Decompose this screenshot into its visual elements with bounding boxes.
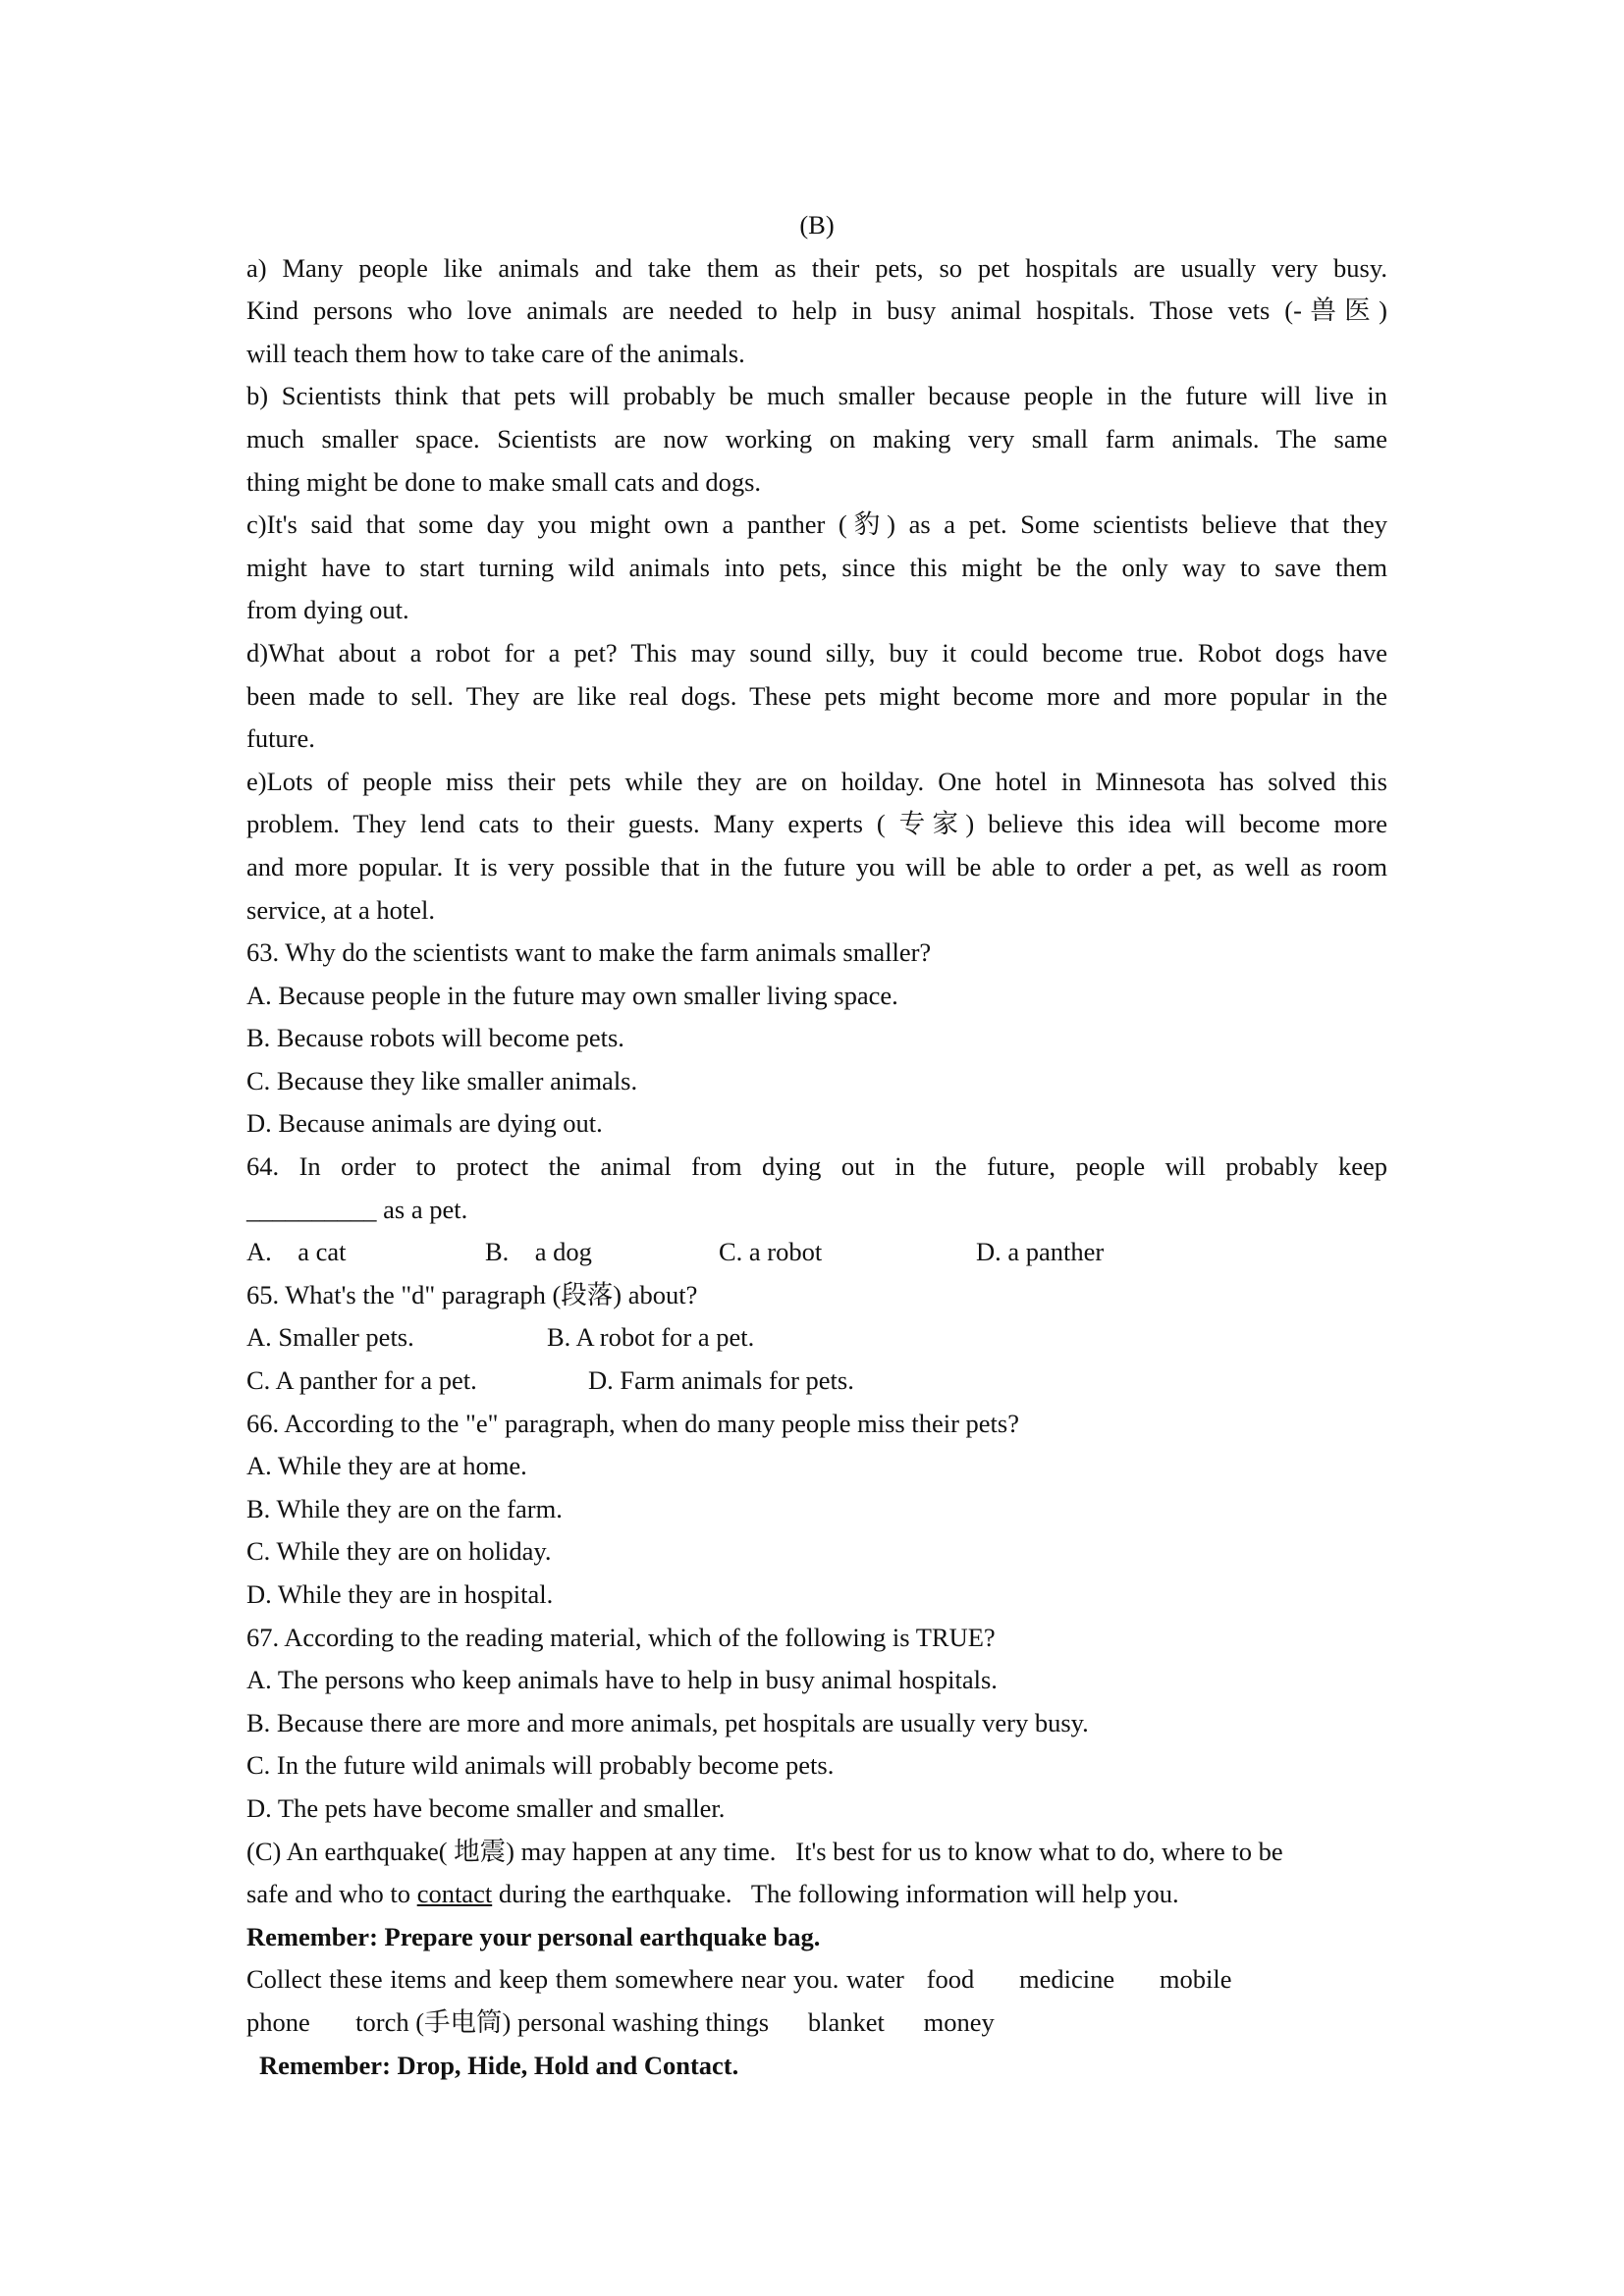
question-67-option-d: D. The pets have become smaller and smaller.: [246, 1792, 726, 1823]
para-e-line: service, at a hotel.: [246, 894, 436, 925]
question-67-option-b: B. Because there are more and more animals, pet hospitals are usually very busy.: [246, 1707, 1089, 1737]
question-66-option-a: A. While they are at home.: [246, 1451, 527, 1481]
section-b-title: (B): [799, 210, 835, 240]
question-65-option-b: B. A robot for a pet.: [547, 1322, 755, 1353]
question-65-stem: 65. What's the "d" paragraph (段落) about?: [246, 1279, 698, 1309]
para-d-line: future.: [246, 723, 315, 754]
collect-items-line: phone torch (手电筒) personal washing things blanket money: [246, 2006, 995, 2037]
question-67-stem: 67. According to the reading material, which of the following is TRUE?: [246, 1622, 996, 1652]
question-65-options-ab: [246, 1316, 1387, 1360]
question-64-option-b: B. a dog: [485, 1237, 592, 1267]
question-66-option-c: C. While they are on holiday.: [246, 1536, 552, 1567]
para-d-line: d)What about a robot for a pet? This may sound silly, buy it could become true. Robot dogs have: [246, 637, 1387, 667]
question-63-stem: 63. Why do the scientists want to make the farm animals smaller?: [246, 937, 932, 968]
question-64-option-d: D. a panther: [976, 1237, 1105, 1267]
para-e-line: and more popular. It is very possible that in the future you will be able to order a pet, as well as room: [246, 851, 1387, 881]
question-64-option-c: C. a robot: [719, 1237, 823, 1267]
question-64-option-a: A. a cat: [246, 1237, 347, 1267]
intro-text: during the earthquake. The following information will help you.: [492, 1879, 1179, 1909]
remember-bag-heading: Remember: Prepare your personal earthquake bag.: [246, 1921, 821, 1951]
question-66-option-b: B. While they are on the farm.: [246, 1493, 563, 1523]
intro-text: safe and who to: [246, 1879, 417, 1909]
question-67-option-a: A. The persons who keep animals have to help in busy animal hospitals.: [246, 1665, 998, 1695]
question-67-option-c: C. In the future wild animals will probably become pets.: [246, 1750, 835, 1781]
question-64-options: [246, 1231, 1387, 1274]
question-65-options-cd: [246, 1360, 1387, 1403]
section-c-intro: (C) An earthquake( 地震) may happen at any time. It's best for us to know what to do, where to be: [246, 1836, 1283, 1866]
question-63-option-c: C. Because they like smaller animals.: [246, 1065, 638, 1095]
para-a-line: Kind persons who love animals are needed to help in busy animal hospitals. Those vets (-兽医): [246, 295, 1387, 326]
para-e-line: problem. They lend cats to their guests. Many experts ( 专家) believe this idea will become more: [246, 809, 1387, 839]
question-65-option-c: C. A panther for a pet.: [246, 1365, 477, 1396]
para-a-line: a) Many people like animals and take them as their pets, so pet hospitals are usually very busy.: [246, 252, 1387, 283]
question-66-stem: 66. According to the "e" paragraph, when do many people miss their pets?: [246, 1408, 1019, 1438]
para-e-line: e)Lots of people miss their pets while they are on hoilday. One hotel in Minnesota has solved this: [246, 766, 1387, 796]
para-c-line: c)It's said that some day you might own a panther (豹) as a pet. Some scientists believe that they: [246, 509, 1387, 540]
question-64-stem-cont: __________ as a pet.: [246, 1194, 468, 1224]
para-a-line: will teach them how to take care of the animals.: [246, 338, 745, 368]
collect-items-line: Collect these items and keep them somewhere near you. water food medicine mobile: [246, 1964, 1232, 1995]
para-b-line: b) Scientists think that pets will probably be much smaller because people in the future will live in: [246, 381, 1387, 411]
para-b-line: thing might be done to make small cats and dogs.: [246, 466, 762, 497]
document-page: [246, 204, 1387, 2087]
question-64-stem: 64. In order to protect the animal from dying out in the future, people will probably keep: [246, 1151, 1387, 1182]
question-63-option-d: D. Because animals are dying out.: [246, 1108, 603, 1139]
question-66-option-d: D. While they are in hospital.: [246, 1579, 554, 1609]
section-c-intro-cont: [246, 1873, 1387, 1916]
remember-drop-heading: Remember: Drop, Hide, Hold and Contact.: [259, 2050, 739, 2080]
question-63-option-a: A. Because people in the future may own smaller living space.: [246, 980, 898, 1010]
para-d-line: been made to sell. They are like real dogs. These pets might become more and more popular in the: [246, 680, 1387, 711]
contact-underlined-word: contact: [416, 1879, 493, 1909]
para-c-line: might have to start turning wild animals into pets, since this might be the only way to save them: [246, 552, 1387, 582]
question-63-option-b: B. Because robots will become pets.: [246, 1023, 624, 1053]
para-b-line: much smaller space. Scientists are now working on making very small farm animals. The same: [246, 423, 1387, 454]
question-65-option-a: A. Smaller pets.: [246, 1322, 414, 1353]
question-65-option-d: D. Farm animals for pets.: [588, 1365, 854, 1396]
para-c-line: from dying out.: [246, 595, 409, 625]
